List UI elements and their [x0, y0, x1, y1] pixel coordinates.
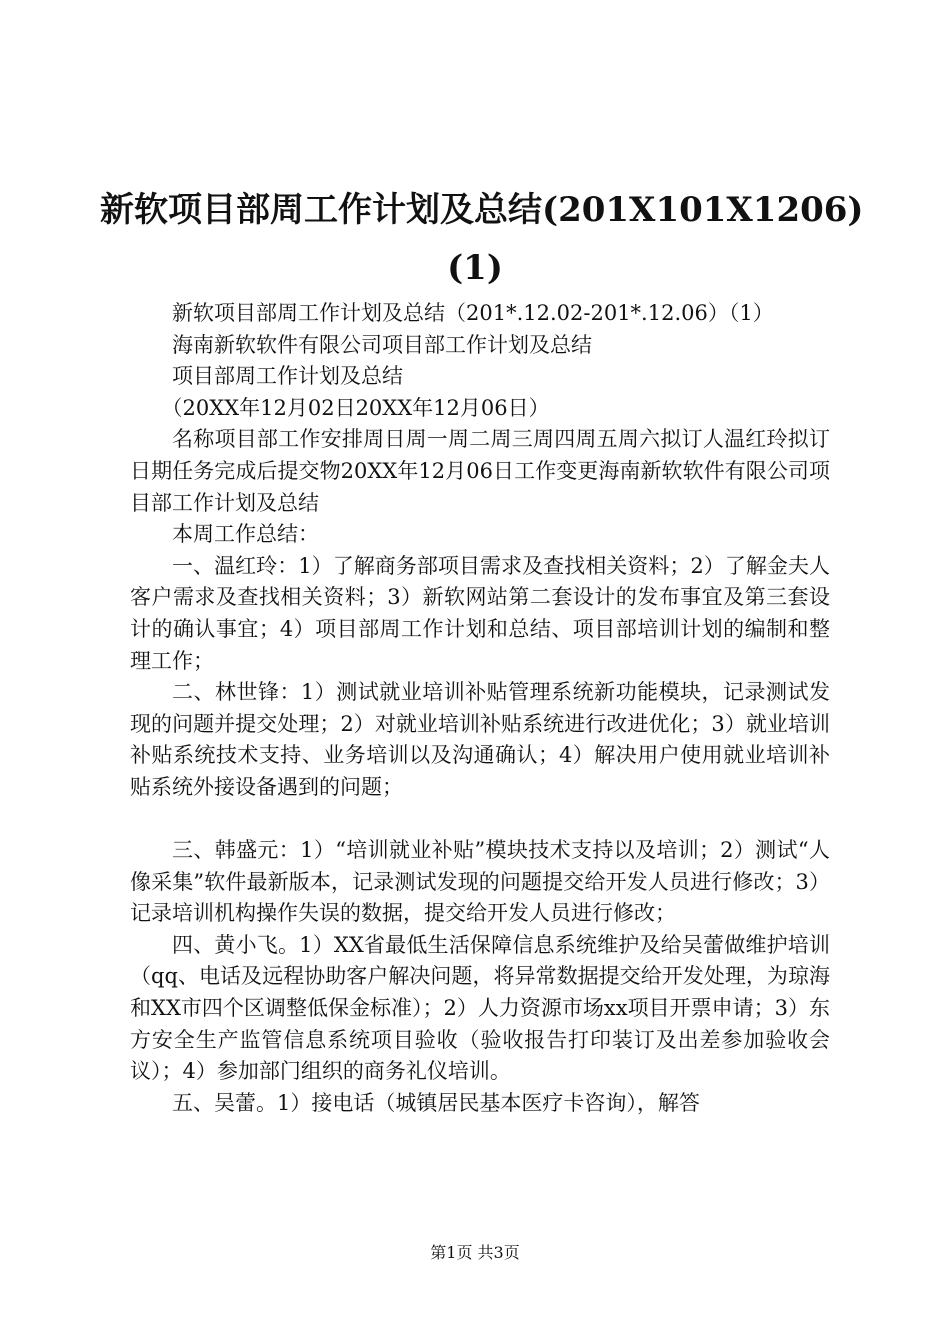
paragraph-subtitle: 项目部周工作计划及总结 [172, 364, 403, 389]
paragraph-heading: 新软项目部周工作计划及总结（201*.12.02-201*.12.06）（1） [172, 301, 774, 325]
paragraph-item-3: 三、韩盛元：1）“培训就业补贴”模块技术支持以及培训；2）测试“人像采集”软件最新版本，记录测试发现的问题提交给开发人员进行修改；3）记录培训机构操作失误的数据，提交给开发人员进行修改； [130, 838, 830, 926]
paragraph-item-4: 四、黄小飞。1）XX省最低生活保障信息系统维护及给吴蕾做维护培训（qq、电话及远程协助客户解决问题，将异常数据提交给开发处理，为琼海和XX市四个区调整低保金标准）；2）人力资源市场xx项目开票申请；3）东方安全生产监管信息系统项目验收（验收报告打印装订及出差参加验收会议）；4）参加部门组织的商务礼仪培训。 [130, 932, 830, 1084]
document-title-continued: (1) [447, 248, 503, 288]
paragraph-item-2: 二、林世锋：1）测试就业培训补贴管理系统新功能模块，记录测试发现的问题并提交处理；2）对就业培训补贴系统进行改进优化；3）就业培训补贴系统技术支持、业务培训以及沟通确认；4）解决用户使用就业培训补贴系统外接设备遇到的问题； [130, 680, 830, 799]
paragraph-schedule: 名称项目部工作安排周日周一周二周三周四周五周六拟订人温红玲拟订日期任务完成后提交物20XX年12月06日工作变更海南新软软件有限公司项目部工作计划及总结 [130, 427, 830, 515]
paragraph-date-range: （20XX年12月02日20XX年12月06日） [161, 395, 550, 420]
document-title: 新软项目部周工作计划及总结(201X101X1206) [100, 190, 864, 230]
paragraph-company: 海南新软软件有限公司项目部工作计划及总结 [172, 332, 592, 357]
page-footer: 第1页 共3页 [430, 1243, 520, 1262]
paragraph-item-5: 五、吴蕾。1）接电话（城镇居民基本医疗卡咨询），解答 [172, 1090, 700, 1115]
document-body [130, 298, 830, 1119]
paragraph-summary-heading: 本周工作总结： [172, 522, 319, 547]
paragraph-item-1: 一、温红玲：1）了解商务部项目需求及查找相关资料；2）了解金夫人客户需求及查找相关资料；3）新软网站第二套设计的发布事宜及第三套设计的确认事宜；4）项目部周工作计划和总结、项目部培训计划的编制和整理工作； [130, 553, 830, 673]
